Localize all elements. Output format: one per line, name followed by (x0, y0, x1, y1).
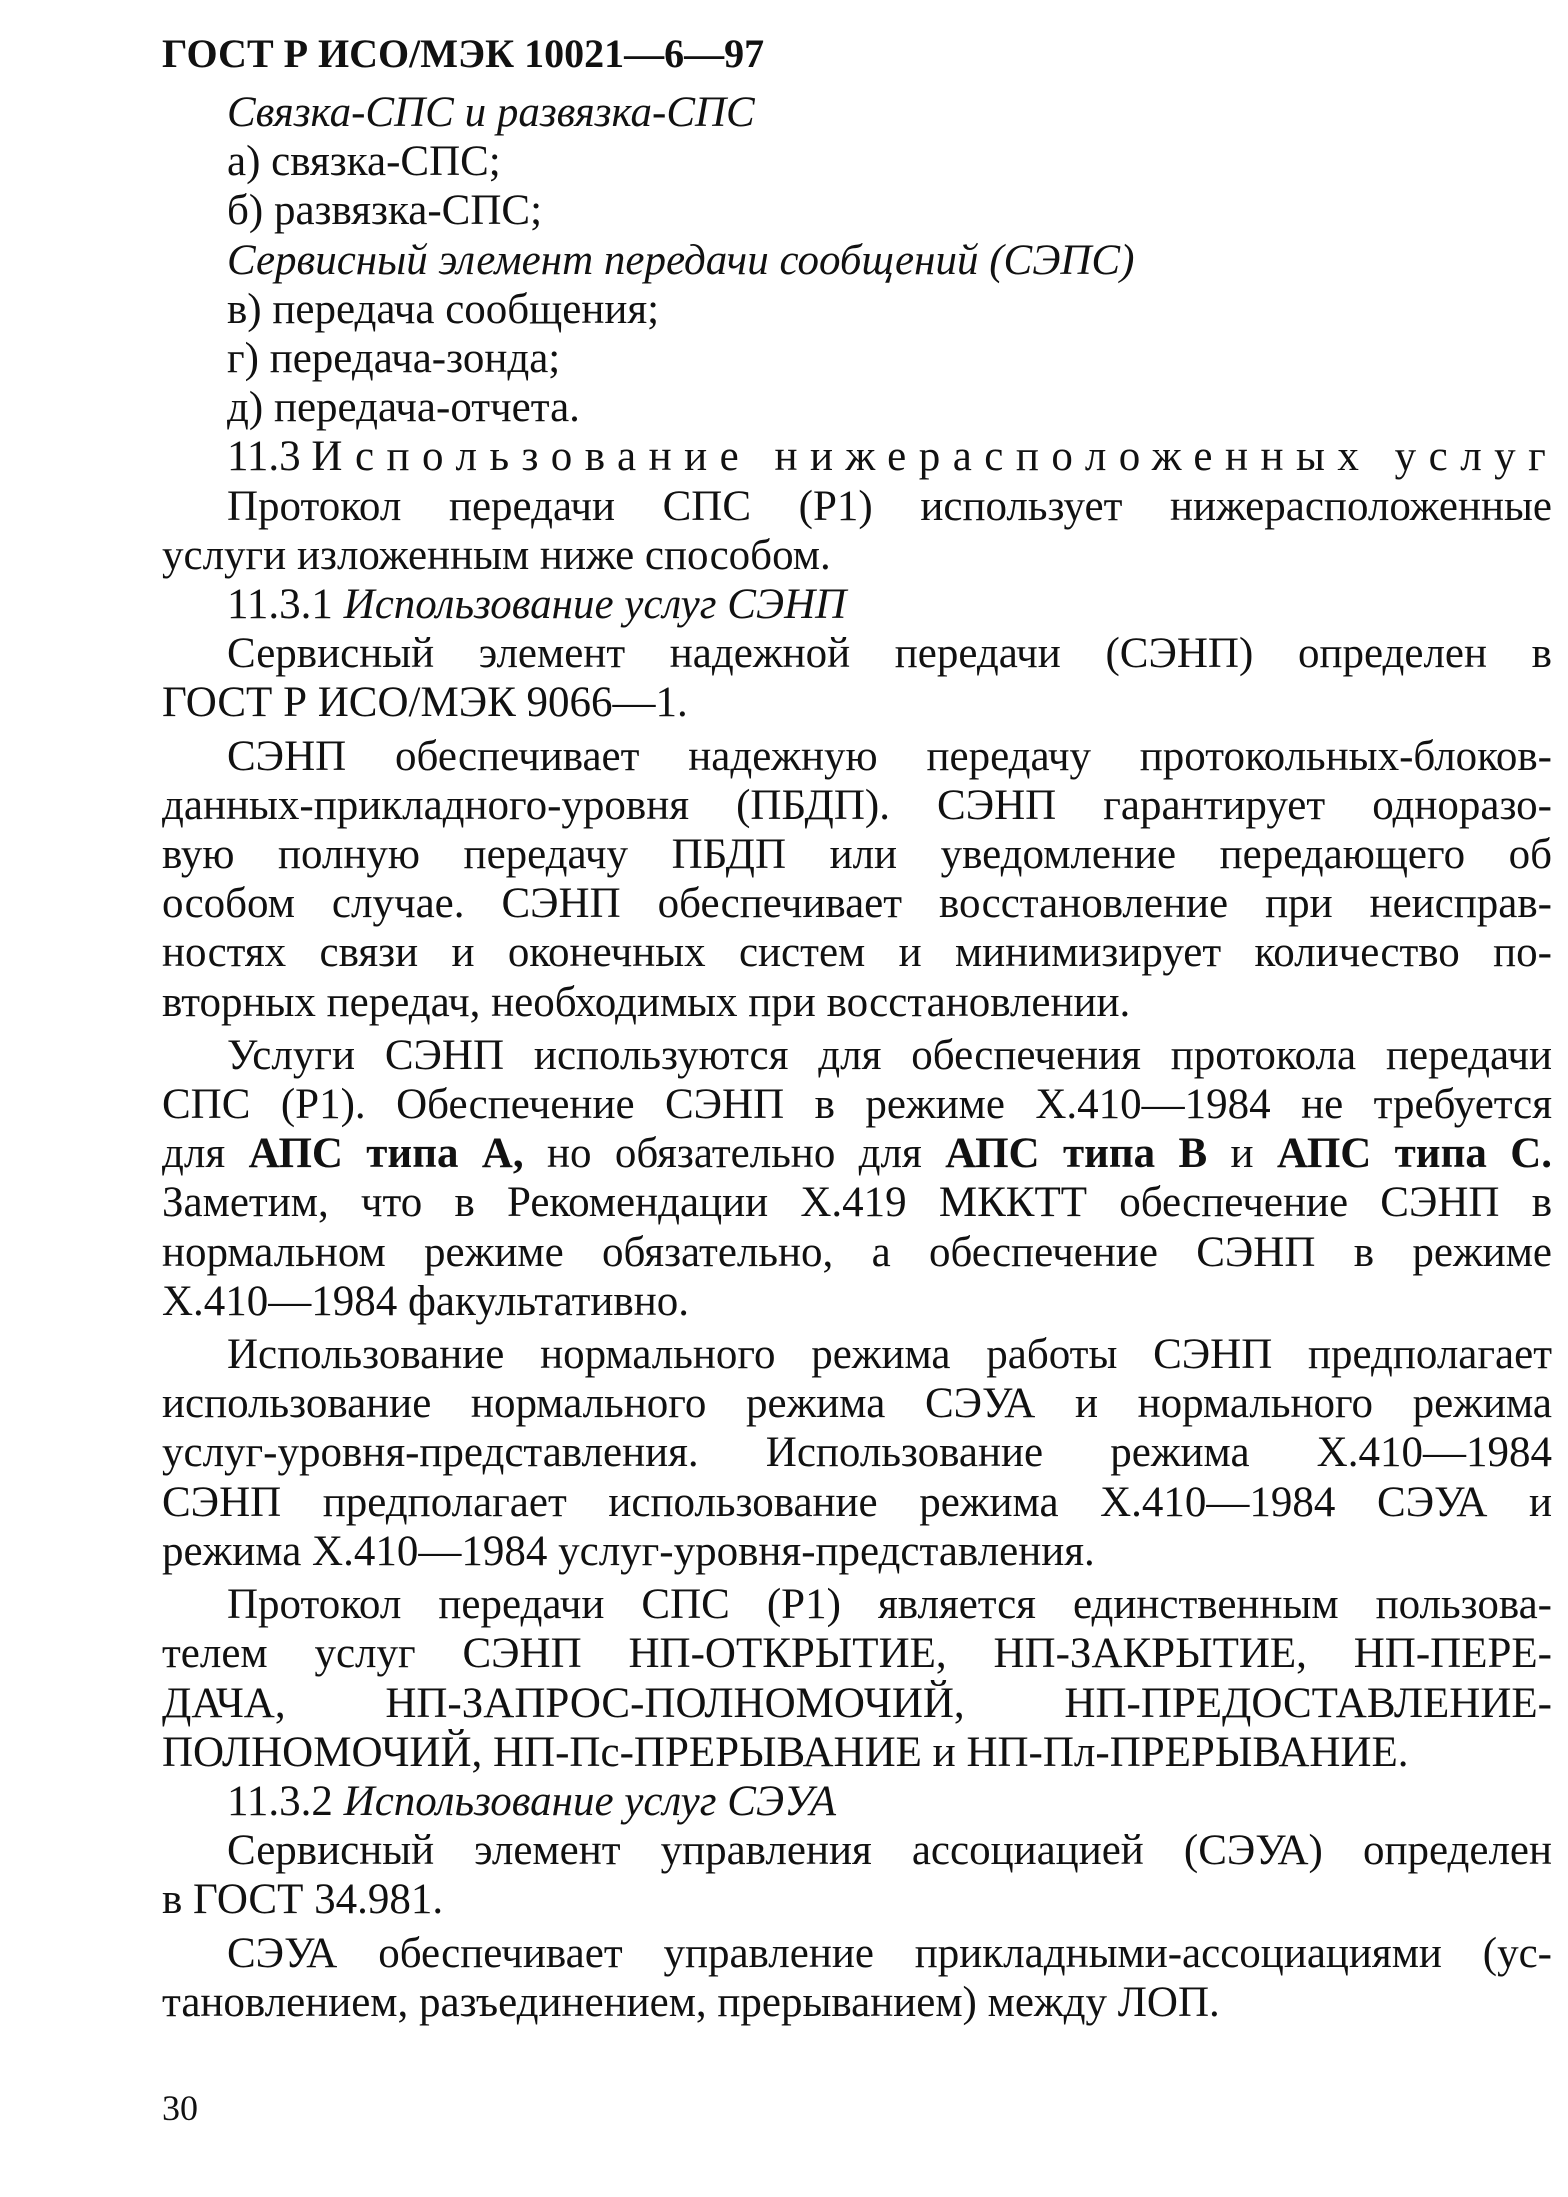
section-title: Использование нижерасположенных услуг (311, 433, 1559, 481)
document-header: ГОСТ Р ИСО/МЭК 10021—6—97 (162, 31, 765, 76)
subsection-title: Использование услуг СЭНП (343, 581, 847, 629)
paragraph-line: тановлением, разъединением, прерыванием) между ЛОП. (162, 1978, 1220, 2026)
subsection-number: 11.3.1 (227, 581, 333, 629)
text-run: и (1230, 1130, 1254, 1178)
paragraph-line: в ГОСТ 34.981. (162, 1876, 444, 1924)
subsection-title: Использование услуг СЭУА (343, 1777, 837, 1825)
paragraph-line: Заметим, что в Рекомендации Х.419 МККТТ обеспечение СЭНП в (162, 1179, 1552, 1227)
paragraph-line (162, 1129, 1552, 1178)
paragraph-line: СЭНП предполагает использование режима Х.410—1984 СЭУА и (162, 1478, 1552, 1526)
paragraph-line: вую полную передачу ПБДП или уведомление передающего об (162, 831, 1552, 879)
bold-term: АПС типа В (945, 1130, 1208, 1178)
paragraph-line: Протокол передачи СПС (Р1) является единственным пользова- (227, 1581, 1552, 1629)
list-item: д) передача-отчета. (227, 384, 580, 432)
paragraph-line: СЭУА обеспечивает управление прикладными-ассоциациями (ус- (227, 1929, 1552, 1977)
paragraph-line: Услуги СЭНП используются для обеспечения протокола передачи (227, 1031, 1552, 1079)
paragraph-line: режима Х.410—1984 услуг-уровня-представления. (162, 1527, 1095, 1575)
paragraph-line: нормальном режиме обязательно, а обеспечение СЭНП в режиме (162, 1228, 1552, 1276)
paragraph-line: ДАЧА, НП-ЗАПРОС-ПОЛНОМОЧИЙ, НП-ПРЕДОСТАВЛЕНИЕ- (162, 1679, 1552, 1727)
subsection-heading (162, 1777, 1552, 1826)
paragraph-line: ПОЛНОМОЧИЙ, НП-Пс-ПРЕРЫВАНИЕ и НП-Пл-ПРЕРЫВАНИЕ. (162, 1728, 1409, 1776)
text-run: для (162, 1130, 226, 1178)
subsection-heading (162, 580, 1552, 629)
paragraph-line: Сервисный элемент надежной передачи (СЭНП) определен в (227, 630, 1552, 678)
document-body (162, 88, 1559, 2027)
paragraph-line: телем услуг СЭНП НП-ОТКРЫТИЕ, НП-ЗАКРЫТИЕ, НП-ПЕРЕ- (162, 1630, 1552, 1678)
section-heading (162, 432, 1559, 481)
paragraph-line: услуги изложенным ниже способом. (162, 531, 831, 579)
list-item: в) передача сообщения; (227, 285, 660, 333)
list-item: г) передача-зонда; (227, 335, 561, 383)
text-run: но обязательно для (546, 1130, 922, 1178)
list-heading: Сервисный элемент передачи сообщений (СЭПС) (227, 236, 1135, 284)
paragraph-line: данных-прикладного-уровня (ПБДП). СЭНП гарантирует одноразо- (162, 781, 1552, 829)
paragraph-line: особом случае. СЭНП обеспечивает восстановление при неисправ- (162, 880, 1552, 928)
page-number: 30 (162, 2088, 198, 2128)
paragraph-line: ностях связи и оконечных систем и минимизирует количество по- (162, 929, 1552, 977)
paragraph-line: ГОСТ Р ИСО/МЭК 9066—1. (162, 679, 688, 727)
paragraph-line: вторных передач, необходимых при восстановлении. (162, 978, 1131, 1026)
paragraph-line: СПС (Р1). Обеспечение СЭНП в режиме Х.410—1984 не требуется (162, 1081, 1552, 1129)
paragraph-line: использование нормального режима СЭУА и нормального режима (162, 1380, 1552, 1428)
bold-term: АПС типа А, (248, 1130, 524, 1178)
paragraph-line: Использование нормального режима работы СЭНП предполагает (227, 1331, 1552, 1379)
list-item: б) развязка-СПС; (227, 187, 543, 235)
document-page (162, 26, 1559, 2027)
list-item: а) связка-СПС; (227, 138, 501, 186)
paragraph-line: Протокол передачи СПС (Р1) использует нижерасположенные (227, 482, 1552, 530)
paragraph-line: Сервисный элемент управления ассоциацией (СЭУА) определен (227, 1827, 1552, 1875)
list-heading: Связка-СПС и развязка-СПС (227, 89, 755, 136)
subsection-number: 11.3.2 (227, 1777, 333, 1825)
section-number: 11.3 (227, 433, 301, 481)
bold-term: АПС типа С. (1276, 1130, 1553, 1178)
paragraph-line: Х.410—1984 факультативно. (162, 1277, 689, 1325)
paragraph-line: СЭНП обеспечивает надежную передачу протокольных-блоков- (227, 732, 1552, 780)
paragraph-line: услуг-уровня-представления. Использование режима Х.410—1984 (162, 1429, 1552, 1477)
